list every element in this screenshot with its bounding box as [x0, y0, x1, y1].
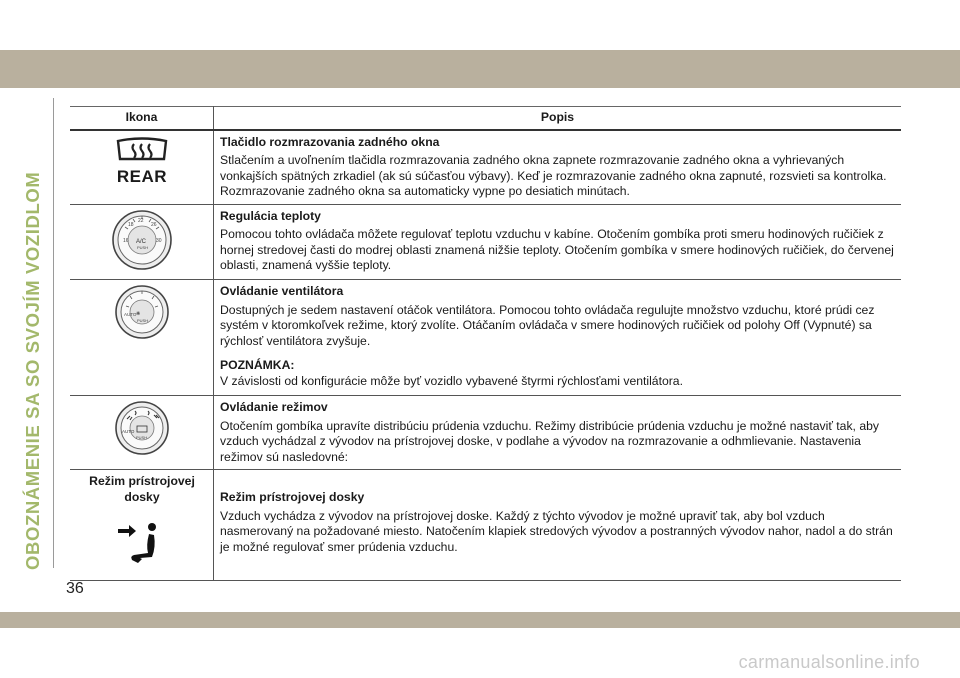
- rear-defrost-icon: [70, 130, 214, 205]
- temperature-knob-cell: [70, 204, 214, 280]
- table-row: [70, 204, 901, 280]
- page-number: 36: [66, 580, 84, 597]
- row-text: Vzduch vychádza z vývodov na prístrojovej doske. Každý z týchto vývodov je možné upraviť tak, aby bol vzduch nasmerovaný na požadované miesto. Natočením klapiek stredových vývodov a postranných vývodov nahor, nadol a do strán je možné regulovať smer prúdenia vzduchu.: [220, 508, 893, 554]
- rear-window-defrost-icon: [112, 135, 172, 165]
- margin-divider: [53, 98, 54, 568]
- row-description: [214, 204, 902, 280]
- header-band: [0, 50, 960, 88]
- row-text: Otočením gombíka upravíte distribúciu prúdenia vzduchu. Režimy distribúcie prúdenia vzduchu je možné nastaviť tak, aby vzduch vychádzal z vývodov na prístrojovej doske, v podlahe a vývodov na rozmrazovanie a odhmlievanie. Nastavenia režimov sú nasledovné:: [220, 418, 879, 464]
- rear-label: REAR: [116, 167, 168, 186]
- watermark: carmanualsonline.info: [738, 652, 920, 672]
- svg-text:PUSH: PUSH: [136, 435, 148, 440]
- row-text: Pomocou tohto ovládača môžete regulovať teplotu vzduchu v kabíne. Otočením gombíka proti smeru hodinových ručičiek z hornej stredovej časti do modrej oblasti znamená nižšie teploty. Otočením gombíka v smere hodinových ručičiek, do červenej oblasti, znamená vyššie teploty.: [220, 227, 894, 272]
- row-title: Ovládanie ventilátora: [220, 284, 344, 298]
- svg-text:26: 26: [151, 221, 157, 228]
- svg-text:16: 16: [123, 237, 129, 244]
- row-title: Režim prístrojovej dosky: [220, 490, 365, 504]
- svg-text:AUTO: AUTO: [122, 429, 135, 434]
- table-header-row: [70, 107, 901, 130]
- table-row: [70, 396, 901, 470]
- footer-band: [0, 612, 960, 628]
- mode-knob-cell: [70, 396, 214, 470]
- svg-text:AUTO: AUTO: [124, 312, 137, 317]
- svg-text:A/C: A/C: [136, 238, 147, 245]
- svg-text:❋: ❋: [136, 311, 141, 317]
- mode-knob-icon: [114, 400, 170, 456]
- fan-knob-cell: [70, 280, 214, 396]
- row-title: Ovládanie režimov: [220, 400, 328, 414]
- svg-text:18: 18: [128, 221, 134, 228]
- row-text: Dostupných je sedem nastavení otáčok ventilátora. Pomocou tohto ovládača regulujte množstvo vzduchu, ktoré prúdi cez systém v ktoromkoľvek režime, ktorý zvolíte. Otáčaním ovládača v smere hodinových ručičiek od polohy Off (Vypnuté) sa rýchlosť ventilátora zvyšuje.: [220, 302, 875, 348]
- row-description: [214, 470, 902, 581]
- panel-mode-label: Režim prístrojovej dosky: [89, 474, 195, 504]
- row-description: [214, 280, 902, 396]
- section-side-title: OBOZNÁMENIE SA SO SVOJÍM VOZIDLOM: [22, 171, 43, 570]
- temperature-knob-icon: [111, 209, 173, 271]
- row-description: [214, 396, 902, 470]
- panel-mode-icon: [116, 519, 168, 571]
- header-icon: Ikona: [70, 107, 214, 130]
- row-title: Tlačidlo rozmrazovania zadného okna: [220, 134, 440, 149]
- note-text: V závislosti od konfigurácie môže byť vozidlo vybavené štyrmi rýchlosťami ventilátora.: [220, 373, 683, 388]
- controls-table: [70, 106, 901, 581]
- svg-text:30: 30: [156, 237, 162, 244]
- table-row: [70, 130, 901, 205]
- svg-text:22: 22: [138, 217, 144, 224]
- row-text: Stlačením a uvoľnením tlačidla rozmrazovania zadného okna zapnete rozmrazovanie zadného okna a vyhrievaných vonkajších spätných zrkadiel (ak sú súčasťou výbavy). Keď je rozmrazovanie zadného okna zapnuté, rozsvieti sa kontrolka. Rozmrazovanie zadného okna sa automaticky vypne po desiatich minútach.: [220, 153, 887, 198]
- header-description: Popis: [214, 107, 902, 130]
- table-row: [70, 280, 901, 396]
- fan-knob-icon: [114, 284, 170, 340]
- svg-text:PUSH: PUSH: [137, 244, 149, 250]
- svg-text:PUSH: PUSH: [137, 318, 149, 323]
- panel-mode-cell: [70, 470, 214, 581]
- note-title: POZNÁMKA:: [220, 358, 295, 372]
- row-description: [214, 130, 902, 205]
- table-row: [70, 470, 901, 581]
- row-title: Regulácia teploty: [220, 208, 321, 223]
